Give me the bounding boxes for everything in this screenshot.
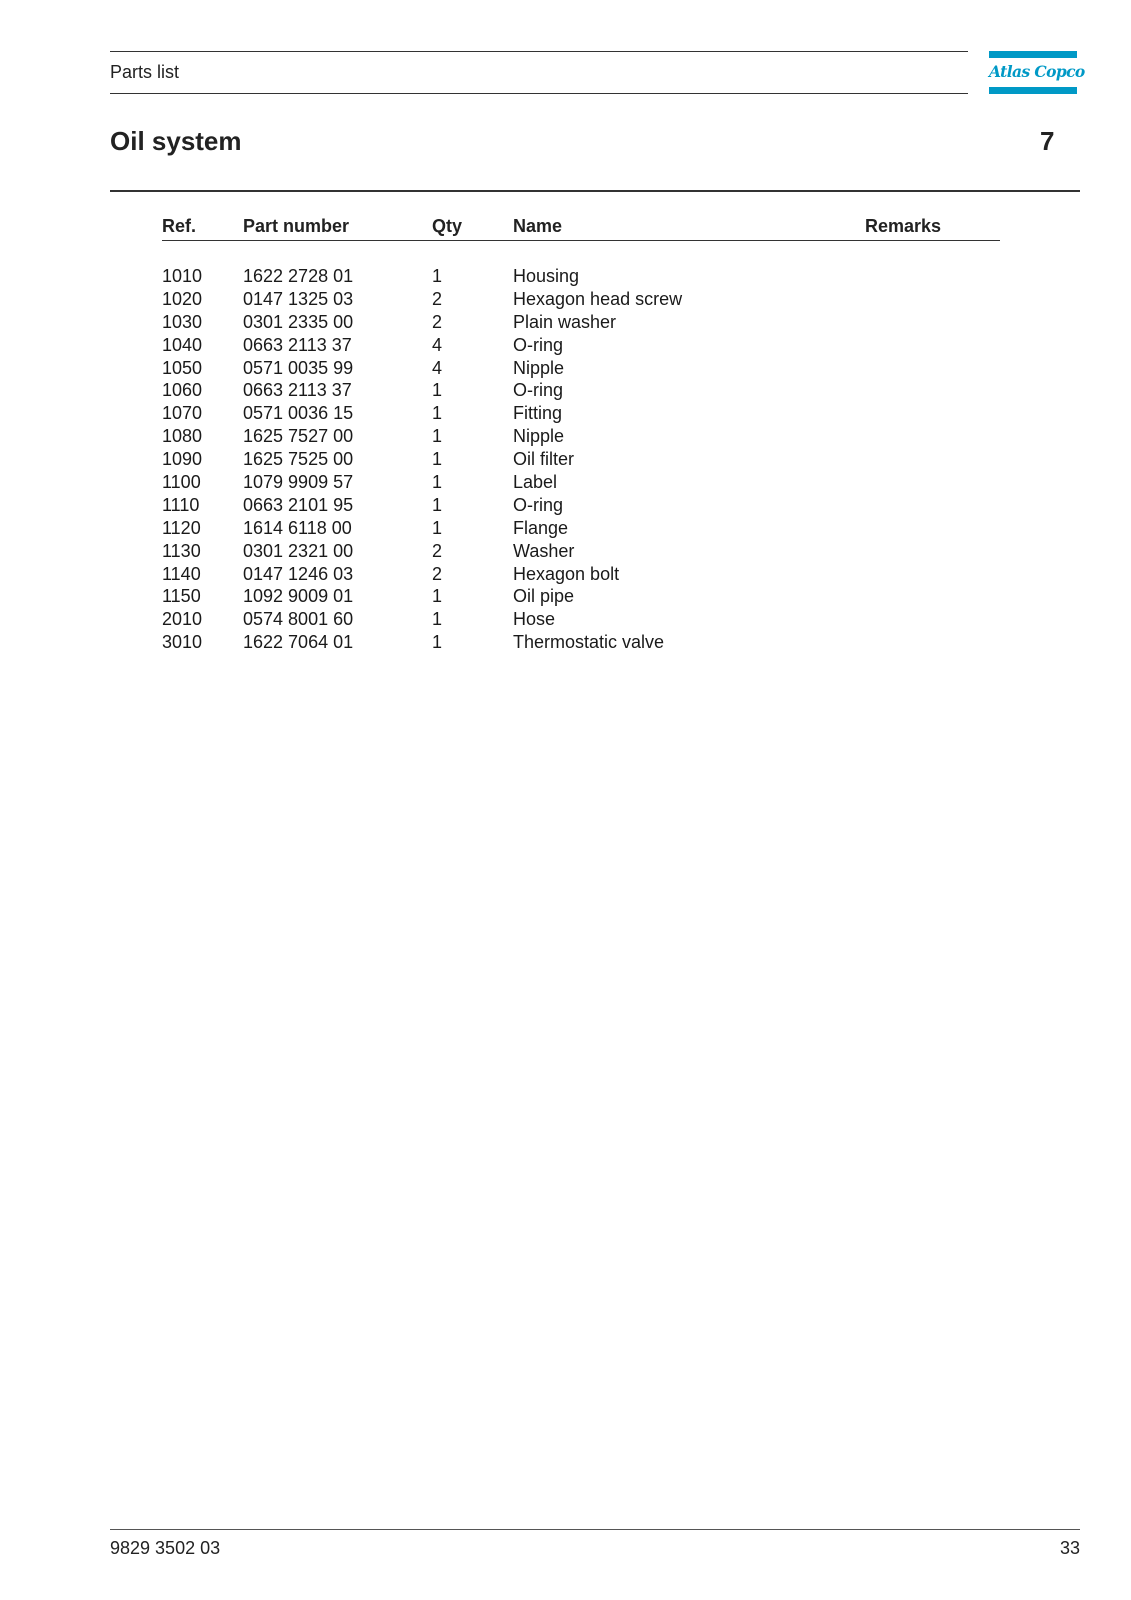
cell-qty: 1 [432,632,443,653]
cell-ref: 1030 [162,311,203,332]
header-label: Parts list [110,62,180,82]
cell-ref: 1040 [162,334,203,355]
cell-qty: 1 [432,403,443,424]
cell-ref: 1020 [162,288,203,309]
cell-name: O-ring [513,494,564,515]
table-row [0,312,1131,335]
cell-name: Hexagon head screw [513,288,683,309]
cell-name: Flange [513,517,569,538]
cell-part-number: 0663 2101 95 [243,494,354,515]
cell-name: Housing [513,266,580,286]
cell-ref: 1080 [162,426,203,447]
cell-qty: 1 [432,609,443,630]
cell-name: Washer [513,540,575,561]
cell-ref: 1070 [162,403,203,424]
cell-qty: 1 [432,426,443,447]
cell-part-number: 1092 9009 01 [243,586,354,607]
cell-ref: 1010 [162,266,203,286]
cell-part-number: 0663 2113 37 [243,334,352,355]
cell-qty: 1 [432,517,443,538]
logo-text: Atlas Copco [989,62,1085,81]
cell-qty: 1 [432,494,443,515]
cell-part-number: 1614 6118 00 [243,517,352,538]
header-rule-top [110,51,968,52]
cell-part-number: 0574 8001 60 [243,609,354,630]
column-header-remarks: Remarks [865,216,942,236]
table-row [0,495,1131,518]
table-row [0,358,1131,381]
cell-qty: 1 [432,266,443,286]
cell-part-number: 0301 2321 00 [243,540,354,561]
cell-qty: 1 [432,380,443,401]
table-header-rule [162,240,1000,241]
table-row [0,266,1131,289]
cell-part-number: 0147 1246 03 [243,563,354,584]
logo-bar-top [989,51,1077,58]
cell-ref: 1140 [162,563,201,584]
cell-part-number: 1625 7525 00 [243,449,354,470]
column-header-qty: Qty [432,216,463,236]
column-header-ref: Ref. [162,216,197,236]
cell-part-number: 0301 2335 00 [243,311,354,332]
cell-qty: 4 [432,357,443,378]
table-row [0,472,1131,495]
cell-qty: 2 [432,311,443,332]
cell-ref: 1050 [162,357,203,378]
cell-name: Fitting [513,403,563,424]
cell-ref: 2010 [162,609,203,630]
footer-document-number: 9829 3502 03 [110,1538,221,1558]
atlas-copco-logo [989,51,1085,94]
table-row [0,449,1131,472]
section-title: Oil system [110,126,242,156]
cell-qty: 1 [432,586,443,607]
cell-ref: 1150 [162,586,201,607]
table-row [0,289,1131,312]
footer-rule [110,1529,1080,1530]
table-row [0,632,1131,655]
table-row [0,380,1131,403]
cell-ref: 1120 [162,517,201,538]
column-header-part-number: Part number [243,216,350,236]
cell-qty: 2 [432,540,443,561]
cell-qty: 1 [432,449,443,470]
cell-ref: 1110 [162,494,200,515]
footer-page-number: 33 [1059,1538,1080,1558]
table-row [0,403,1131,426]
cell-part-number: 1079 9909 57 [243,472,354,493]
table-row [0,426,1131,449]
cell-name: Oil filter [513,449,575,470]
column-header-name: Name [513,216,563,236]
cell-name: Plain washer [513,311,617,332]
table-row [0,609,1131,632]
cell-ref: 1130 [162,540,201,561]
section-number: 7 [1040,126,1055,156]
cell-qty: 4 [432,334,443,355]
cell-ref: 3010 [162,632,203,653]
title-rule [110,190,1080,192]
cell-name: Thermostatic valve [513,632,665,653]
cell-qty: 2 [432,563,443,584]
cell-name: O-ring [513,334,564,355]
logo-bar-bottom [989,87,1077,94]
cell-name: Hexagon bolt [513,563,620,584]
cell-name: Nipple [513,426,565,447]
cell-part-number: 0571 0035 99 [243,357,354,378]
parts-table-body [0,266,1131,655]
cell-part-number: 1622 7064 01 [243,632,354,653]
cell-qty: 1 [432,472,443,493]
table-row [0,586,1131,609]
cell-part-number: 1622 2728 01 [243,266,354,286]
cell-name: Oil pipe [513,586,575,607]
table-row [0,564,1131,587]
table-row [0,518,1131,541]
header-rule-bottom [110,93,968,94]
table-row [0,335,1131,358]
cell-ref: 1060 [162,380,203,401]
cell-name: Nipple [513,357,565,378]
cell-part-number: 0571 0036 15 [243,403,354,424]
cell-ref: 1090 [162,449,203,470]
cell-part-number: 1625 7527 00 [243,426,354,447]
cell-name: O-ring [513,380,564,401]
cell-name: Label [513,472,558,493]
cell-part-number: 0147 1325 03 [243,288,354,309]
cell-name: Hose [513,609,556,630]
cell-qty: 2 [432,288,443,309]
cell-part-number: 0663 2113 37 [243,380,352,401]
table-row [0,541,1131,564]
cell-ref: 1100 [162,472,201,493]
